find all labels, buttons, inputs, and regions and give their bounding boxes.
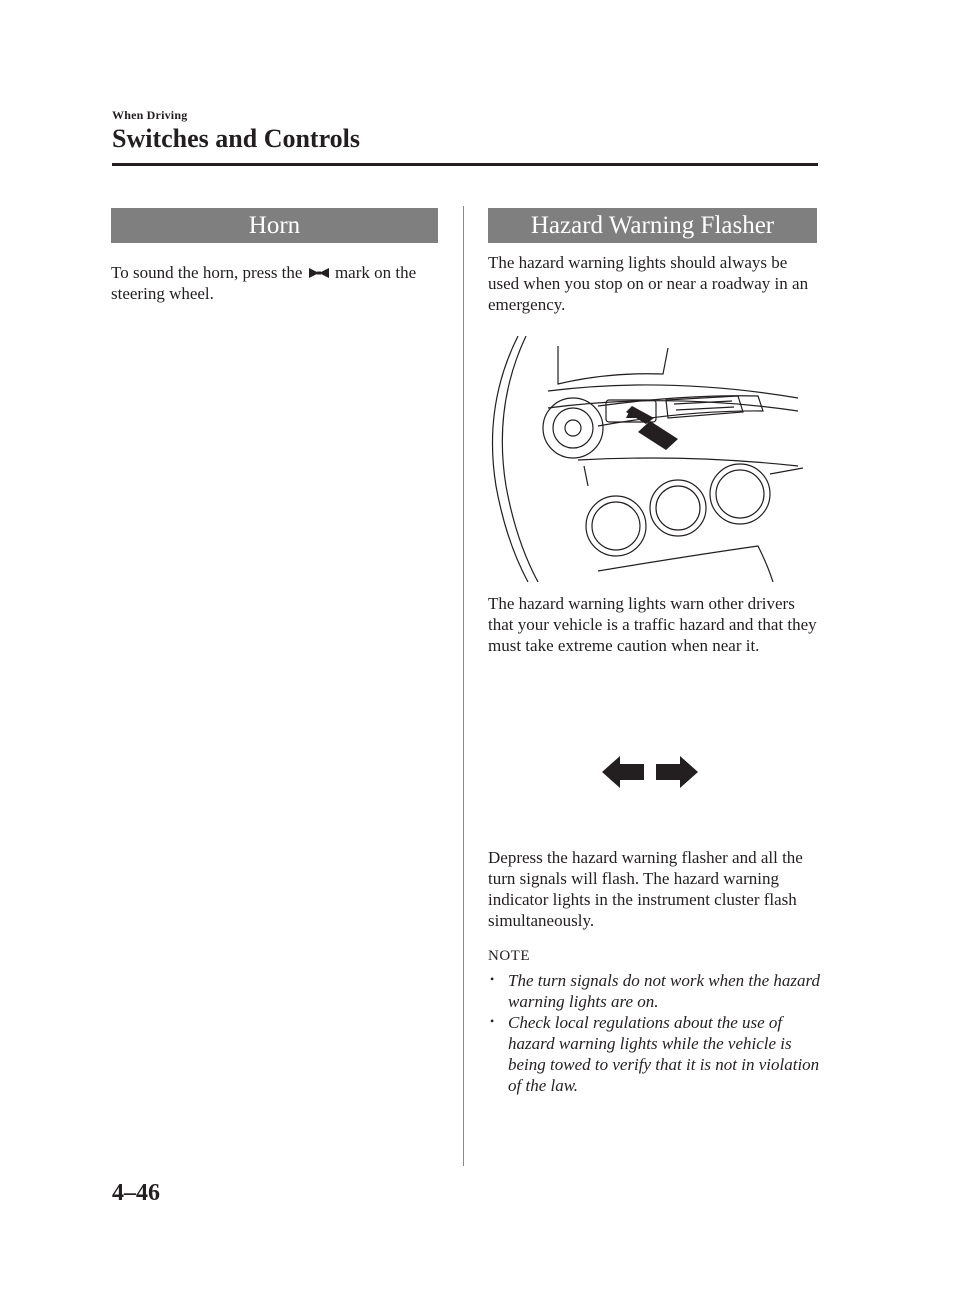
dashboard-hazard-switch-illustration [488, 336, 818, 582]
horn-text-before: To sound the horn, press the [111, 263, 303, 282]
column-divider [463, 206, 464, 1166]
hazard-paragraph-2: The hazard warning lights warn other drivers that your vehicle is a traffic hazard and that they must take extreme caution when near it. [488, 594, 817, 655]
hazard-paragraph-1: The hazard warning lights should always be used when you stop on or near a roadway in an emergency. [488, 253, 809, 314]
list-item: • Check local regulations about the use of hazard warning lights while the vehicle is being towed to verify that it is not in violation of the law. [490, 1013, 820, 1095]
page-title: Switches and Controls [112, 124, 361, 153]
horn-instruction [111, 262, 441, 304]
note-list [488, 970, 828, 1096]
page-header-section: When Driving [112, 108, 188, 122]
hazard-section-heading: Hazard Warning Flasher [488, 208, 817, 243]
horn-icon [308, 267, 330, 279]
bullet-icon: • [490, 1014, 495, 1028]
list-item: • The turn signals do not work when the hazard warning lights are on. [490, 971, 820, 1011]
page-number: 4–46 [112, 1180, 160, 1206]
note-label: NOTE [488, 948, 530, 964]
turn-signal-arrows-icon [600, 752, 700, 792]
bullet-icon: • [490, 972, 495, 986]
horn-text-after: mark on the steering wheel. [111, 263, 417, 303]
header-rule [112, 163, 818, 166]
horn-section-heading: Horn [111, 208, 438, 243]
hazard-paragraph-3: Depress the hazard warning flasher and all the turn signals will flash. The hazard warning indicator lights in the instrument cluster flash simultaneously. [488, 848, 803, 930]
